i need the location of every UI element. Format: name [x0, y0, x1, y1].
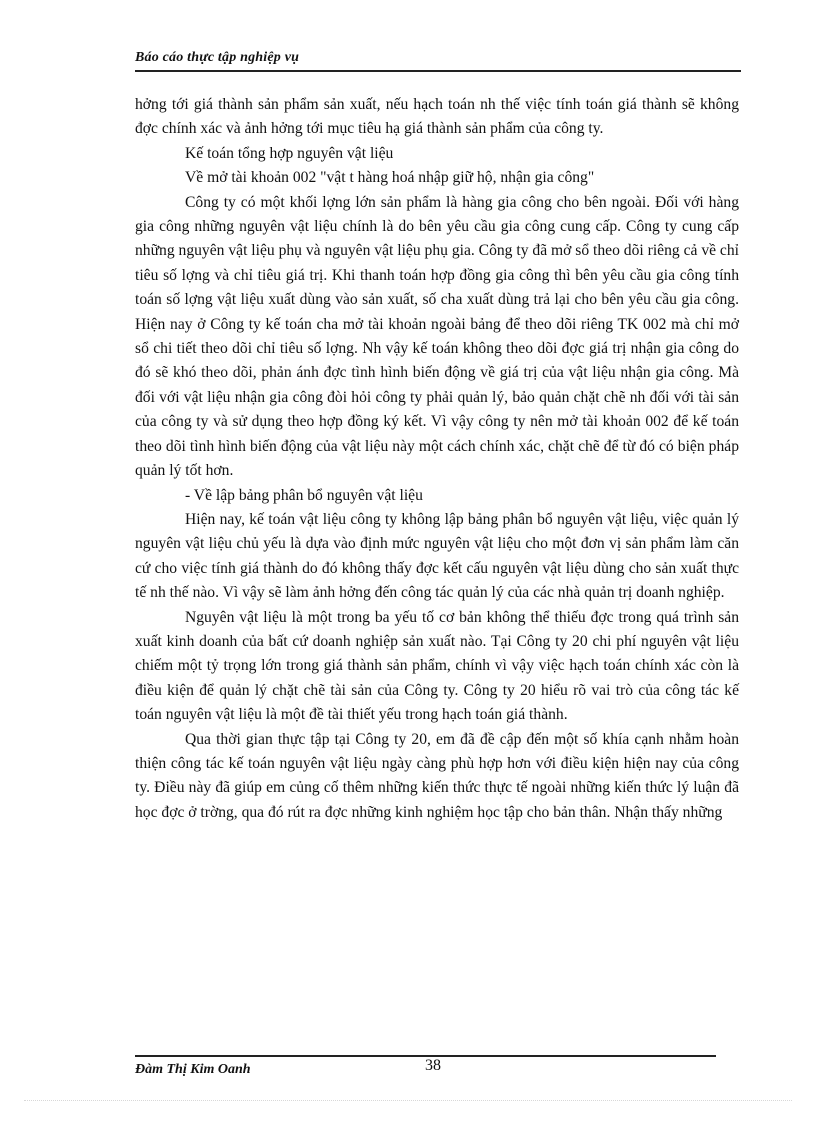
document-body: [135, 93, 739, 825]
paragraph: hởng tới giá thành sản phẩm sản xuất, nếu hạch toán nh thế việc tính toán giá thành sẽ không đợc chính xác và ảnh hởng tới mục tiêu hạ giá thành sản phẩm của công ty.: [135, 96, 739, 138]
page-edge-divider: [24, 1100, 792, 1101]
header-title: Báo cáo thực tập nghiệp vụ: [135, 50, 300, 65]
paragraph: Về mở tài khoản 002 "vật t hàng hoá nhập giữ hộ, nhận gia công": [185, 169, 595, 187]
page-number: 38: [425, 1057, 441, 1074]
paragraph: Kế toán tổng hợp nguyên vật liệu: [185, 144, 394, 162]
footer-author: Đàm Thị Kim Oanh: [135, 1062, 251, 1077]
paragraph: Công ty có một khối lợng lớn sản phẩm là hàng gia công cho bên ngoài. Đối với hàng gia công những nguyên vật liệu chính là do bên yêu cầu gia công cung cấp. Công ty cung cấp những nguyên vật liệu phụ và nguyên vật liệu phụ gia. Công ty đã mở sổ theo dõi riêng cả về chỉ tiêu số lợng và chỉ tiêu giá trị. Khi thanh toán hợp đồng gia công thì bên yêu cầu gia công tính toán số lợng vật liệu xuất dùng vào sản xuất, số cha xuất dùng trả lại cho bên yêu cầu gia công. Hiện nay ở Công ty kế toán cha mở tài khoản ngoài bảng để theo dõi riêng TK 002 mà chỉ mở sổ chi tiết theo dõi chỉ tiêu số lợng. Nh vậy kế toán không theo dõi đợc giá trị nhận gia công do đó sẽ khó theo dõi, phản ánh đợc tình hình biến động về giá trị của vật liệu nhận gia công. Mà đối với vật liệu nhận gia công đòi hỏi công ty phải quản lý, bảo quản chặt chẽ nh đối với tài sản của công ty và sử dụng theo hợp đồng ký kết. Vì vậy công ty nên mở tài khoản 002 để kế toán theo dõi tình hình biến động của vật liệu này một cách chính xác, chặt chẽ để từ đó có biện pháp quản lý tốt hơn.: [135, 193, 739, 480]
paragraph: Hiện nay, kế toán vật liệu công ty không lập bảng phân bổ nguyên vật liệu, việc quản lý nguyên vật liệu chủ yếu là dựa vào định mức nguyên vật liệu cho một đơn vị sản phẩm làm căn cứ cho việc tính giá thành do đó không thấy đợc kết cấu nguyên vật liệu dùng cho sản xuất thực tế nh thế nào. Vì vậy sẽ làm ảnh hởng đến công tác quản lý của các nhà quản trị doanh nghiệp.: [135, 510, 739, 602]
paragraph: Nguyên vật liệu là một trong ba yếu tố cơ bản không thể thiếu đợc trong quá trình sản xuất kinh doanh của bất cứ doanh nghiệp sản xuất nào. Tại Công ty 20 chi phí nguyên vật liệu chiếm một tỷ trọng lớn trong giá thành sản phẩm, chính vì vậy việc hạch toán chính xác còn là điều kiện để quản lý chặt chẽ tài sản của Công ty. Công ty 20 hiểu rõ vai trò của công tác kế toán nguyên vật liệu là một đề tài thiết yếu trong hạch toán giá thành.: [135, 608, 739, 724]
paragraph: Qua thời gian thực tập tại Công ty 20, em đã đề cập đến một số khía cạnh nhằm hoàn thiện công tác kế toán nguyên vật liệu ngày càng phù hợp hơn với điều kiện hiện nay của công ty. Điều này đã giúp em củng cố thêm những kiến thức thực tế ngoài những kiến thức lý luận đã học đợc ở trờng, qua đó rút ra đợc những kinh nghiệm học tập cho bản thân. Nhận thấy những: [135, 730, 739, 821]
page-header: [135, 48, 741, 72]
paragraph: - Về lập bảng phân bổ nguyên vật liệu: [185, 486, 423, 504]
